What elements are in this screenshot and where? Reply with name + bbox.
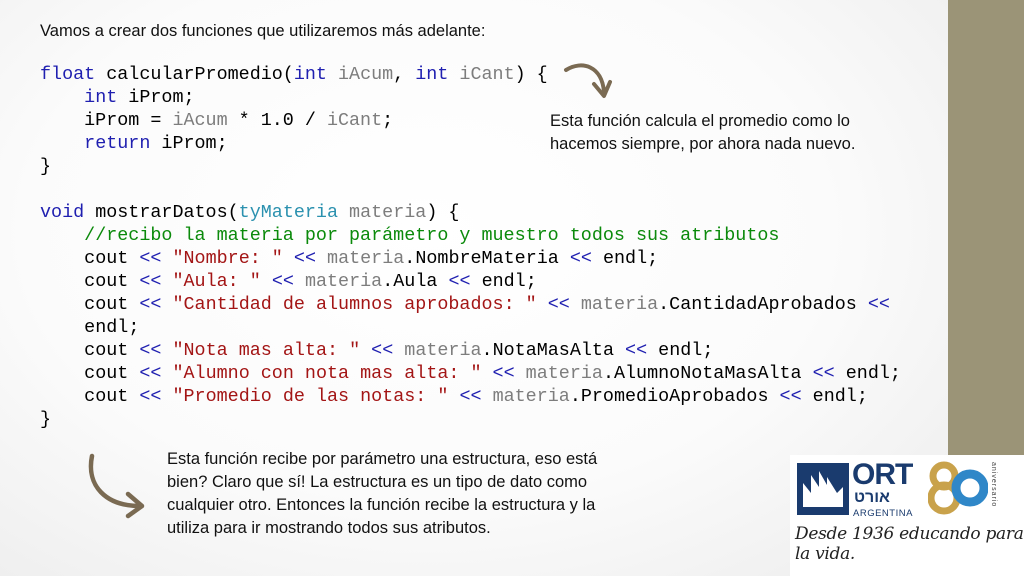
close-brace: } <box>40 409 52 430</box>
endl: endl <box>812 386 857 407</box>
assign-mid: * 1.0 / <box>227 110 327 131</box>
fn-signature: mostrarDatos( <box>84 202 239 223</box>
op: << <box>569 248 592 269</box>
logo-brand: ORT <box>852 458 913 491</box>
endl: endl <box>84 317 129 338</box>
op: << <box>779 386 802 407</box>
var-icant: iCant <box>326 110 383 131</box>
fn-signature: calcularPromedio( <box>95 64 294 85</box>
string-literal: "Nombre: " <box>172 248 283 269</box>
code-mostrar-datos: void mostrarDatos(tyMateria materia) { //recibo la materia por parámetro y muestro todos sus atributos cout << "Nombre: " << materia.NombreMateria << endl; cout << "Aula: " << materia.Aula << endl; cout << "Cantidad de alumnos aprobados: " << materia.CantidadAprobados << endl; cout << "Nota mas alta: " << materia.NotaMasAlta << endl; cout << "Alumno con nota mas alta: " << materia.AlumnoNotaMasAlta << endl; cout << "Promedio de las notas: " << materia.PromedioAprobados << endl; } <box>40 202 901 430</box>
field: .NotaMasAlta <box>481 340 614 361</box>
cout: cout <box>84 363 129 384</box>
ort-logo-icon <box>797 463 849 515</box>
field: .AlumnoNotaMasAlta <box>602 363 802 384</box>
field: .Aula <box>382 271 438 292</box>
string-literal: "Cantidad de alumnos aprobados: " <box>172 294 537 315</box>
curved-arrow-down-right-icon <box>560 58 616 104</box>
var-materia: materia <box>304 271 383 292</box>
endl: endl <box>658 340 703 361</box>
op: << <box>139 340 162 361</box>
logo-tagline: Desde 1936 educando para la vida. <box>795 524 1024 564</box>
field: .CantidadAprobados <box>658 294 857 315</box>
type-tymateria: tyMateria <box>238 202 338 223</box>
op: << <box>139 386 162 407</box>
kw-return: return <box>84 133 151 154</box>
endl: endl <box>602 248 648 269</box>
kw-float: float <box>40 64 96 85</box>
op: << <box>448 271 471 292</box>
op: << <box>139 294 162 315</box>
op: << <box>139 271 162 292</box>
op: << <box>293 248 316 269</box>
cout: cout <box>84 271 129 292</box>
string-literal: "Aula: " <box>172 271 261 292</box>
intro-text: Vamos a crear dos funciones que utilizaremos más adelante: <box>40 22 486 40</box>
param-iacum: iAcum <box>338 64 394 85</box>
code-comment: //recibo la materia por parámetro y muestro todos sus atributos <box>84 225 780 246</box>
anniversary-80-icon <box>928 460 988 516</box>
op: << <box>139 363 162 384</box>
kw-void: void <box>40 202 85 223</box>
var-materia: materia <box>327 248 405 269</box>
return-tail: iProm; <box>150 133 228 154</box>
cout: cout <box>84 340 129 361</box>
logo-hebrew: אורט <box>854 489 890 506</box>
cout: cout <box>84 294 129 315</box>
endl: endl <box>845 363 890 384</box>
var-materia: materia <box>404 340 482 361</box>
kw-int: int <box>415 64 449 85</box>
param-materia: materia <box>349 202 427 223</box>
kw-int: int <box>293 64 327 85</box>
endl: endl <box>481 271 526 292</box>
kw-int: int <box>84 87 118 108</box>
op: << <box>812 363 835 384</box>
anniversary-label: aniversario <box>990 462 997 508</box>
close-brace: } <box>40 156 52 177</box>
var-materia: materia <box>525 363 603 384</box>
field: .NombreMateria <box>404 248 559 269</box>
string-literal: "Alumno con nota mas alta: " <box>172 363 482 384</box>
op: << <box>547 294 570 315</box>
var-materia: materia <box>580 294 659 315</box>
curved-arrow-right-icon <box>80 450 152 522</box>
op: << <box>459 386 482 407</box>
cout: cout <box>84 248 129 269</box>
note-promedio: Esta función calcula el promedio como lo hacemos siempre, por ahora nada nuevo. <box>550 112 856 153</box>
op: << <box>625 340 648 361</box>
note-mostrar: Esta función recibe por parámetro una estructura, eso está bien? Claro que sí! La estructura es un tipo de dato como cualquier otro. Entonces la función recibe la estructura y la utiliza para ir mostrando todos sus atributos. <box>167 450 598 537</box>
op: << <box>139 248 162 269</box>
op: << <box>271 271 294 292</box>
decl-iprom: iProm; <box>117 87 195 108</box>
var-iacum: iAcum <box>172 110 228 131</box>
code-calcular-promedio: float calcularPromedio(int iAcum, int iCant) { int iProm; iProm = iAcum * 1.0 / iCant; return iProm; } <box>40 64 548 177</box>
string-literal: "Promedio de las notas: " <box>172 386 449 407</box>
field: .PromedioAprobados <box>569 386 769 407</box>
var-materia: materia <box>492 386 570 407</box>
assign-pre: iProm = <box>40 110 173 131</box>
op: << <box>371 340 394 361</box>
string-literal: "Nota mas alta: " <box>172 340 361 361</box>
param-icant: iCant <box>459 64 515 85</box>
op: << <box>492 363 515 384</box>
cout: cout <box>84 386 129 407</box>
logo-country: ARGENTINA <box>853 508 913 519</box>
op: << <box>867 294 890 315</box>
